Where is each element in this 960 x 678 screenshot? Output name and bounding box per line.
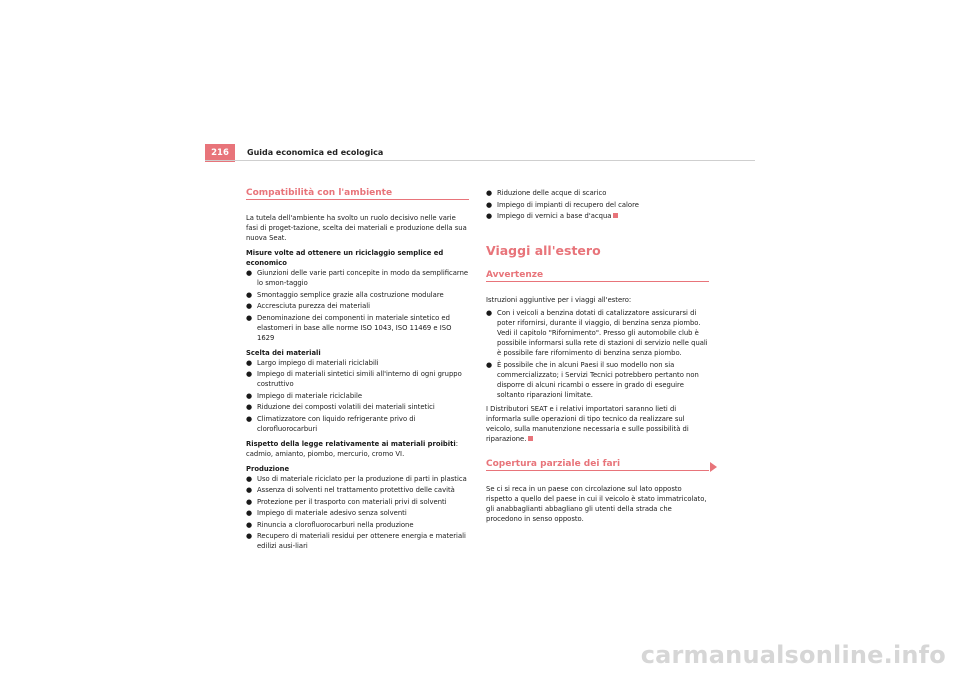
copertura-paragraph: Se ci si reca in un paese con circolazione sul lato opposto rispetto a quello del paese in cui il veicolo è stato immatricolato, gli anabbaglianti abbagliano gli utenti della strada che procedono in senso opposto.	[486, 484, 707, 523]
rispetto-bold: Rispetto della legge relativamente ai materiali proibiti	[246, 439, 456, 448]
watermark: carmanualsonline.info	[640, 641, 946, 669]
list-item: ● Impiego di impianti di recupero del calore	[486, 200, 639, 209]
bullet-icon: ●	[246, 290, 253, 299]
section-end-icon	[613, 213, 618, 218]
chapter-title-viaggi: Viaggi all'estero	[486, 243, 601, 258]
subheading-produzione: Produzione	[246, 464, 290, 473]
bullet-icon: ●	[246, 358, 253, 367]
list-item: ● Rinuncia a clorofluorocarburi nella produzione	[246, 520, 414, 529]
section-end-icon	[528, 436, 533, 441]
bullet-icon: ●	[486, 189, 493, 197]
bullet-icon: ●	[246, 520, 253, 529]
list-produzione	[246, 474, 469, 552]
bullet-icon: ●	[246, 313, 253, 322]
intro-paragraph: La tutela dell'ambiente ha svolto un ruolo decisivo nelle varie fasi di proget-tazione, scelta dei materiali e produzione della sua nuova Seat.	[246, 214, 467, 242]
list-item: ● Impiego di materiali sintetici simili all'interno di ogni gruppo costruttivo	[246, 370, 462, 388]
avvertenze-intro: Istruzioni aggiuntive per i viaggi all'estero:	[486, 296, 632, 304]
bullet-icon: ●	[246, 269, 253, 277]
bullet-icon: ●	[246, 497, 253, 506]
list-item: ● Accresciuta purezza dei materiali	[246, 302, 371, 310]
list-item: ● Riduzione dei composti volatili dei materiali sintetici	[246, 403, 435, 411]
section-title-ambiente: Compatibilità con l'ambiente	[246, 188, 469, 200]
bullet-icon: ●	[246, 474, 253, 483]
list-item: ● Giunzioni delle varie parti concepite in modo da semplificarne lo smon-taggio	[246, 269, 469, 287]
continue-arrow-icon	[710, 462, 717, 472]
list-ambiente-cont	[486, 188, 709, 221]
list-item: ● Recupero di materiali residui per ottenere energia e materiali edilizi ausi-liari	[246, 532, 466, 550]
section-title-avvertenze: Avvertenze	[486, 270, 709, 282]
right-column	[486, 188, 709, 527]
bullet-icon: ●	[246, 370, 253, 378]
bullet-icon: ●	[486, 309, 493, 317]
list-item: ● Impiego di materiale adesivo senza solventi	[246, 509, 407, 517]
list-misure	[246, 268, 469, 343]
bullet-icon: ●	[486, 212, 493, 220]
running-title: Guida economica ed ecologica	[247, 148, 384, 157]
list-item: ● Climatizzatore con liquido refrigerante privo di clorofluorocarburi	[246, 414, 416, 433]
list-item: ● Con i veicoli a benzina dotati di catalizzatore assicurarsi di poter rifornirsi, durante il viaggio, di benzina senza piombo. Vedi il capitolo "Rifornimento". Presso gli automobile club è possibile informarsi sulla rete di stazioni di servizio nelle quali è possibile fare rifornimento di benzina senza piombo.	[486, 309, 708, 357]
bullet-icon: ●	[246, 486, 253, 494]
list-item: ● Uso di materiale riciclato per la produzione di parti in plastica	[246, 474, 467, 483]
avvertenze-closing: I Distributori SEAT e i relativi importatori saranno lieti di informarla sulle operazioni di tipo tecnico da realizzare sul veicolo, sulla manutenzione necessaria e sulle possibilità di riparazione.	[486, 404, 689, 443]
header-rule	[205, 160, 755, 161]
list-item: ● Assenza di solventi nel trattamento protettivo delle cavità	[246, 486, 455, 494]
bullet-icon: ●	[486, 360, 493, 369]
list-item: ● Largo impiego di materiali riciclabili	[246, 358, 379, 367]
bullet-icon: ●	[246, 414, 253, 423]
list-scelta	[246, 358, 469, 434]
list-item: ● È possibile che in alcuni Paesi il suo modello non sia commercializzato; i Servizi Tecnici potrebbero pertanto non disporre di alcuni ricambi o essere in grado di eseguire soltanto riparazioni limitate.	[486, 360, 699, 399]
bullet-icon: ●	[246, 302, 253, 310]
list-item: ● Riduzione delle acque di scarico	[486, 189, 607, 197]
list-item: ● Protezione per il trasporto con materiali privi di solventi	[246, 497, 447, 506]
bullet-icon: ●	[246, 391, 253, 400]
list-avvertenze	[486, 308, 709, 400]
bullet-icon: ●	[246, 403, 253, 411]
list-item: ● Impiego di materiale riciclabile	[246, 391, 363, 400]
bullet-icon: ●	[486, 200, 493, 209]
list-item: ● Smontaggio semplice grazie alla costruzione modulare	[246, 290, 444, 299]
section-title-copertura: Copertura parziale dei fari	[486, 459, 709, 471]
bullet-icon: ●	[246, 509, 253, 517]
rispetto-paragraph	[246, 439, 469, 459]
subheading-misure: Misure volte ad ottenere un riciclaggio semplice ed economico	[246, 249, 444, 267]
rispetto-text: : cadmio, amianto, piombo, mercurio, cromo VI.	[246, 439, 458, 458]
list-item: ● Impiego di vernici a base d'acqua	[486, 211, 709, 221]
subheading-scelta: Scelta dei materiali	[246, 348, 321, 357]
list-item: ● Denominazione dei componenti in materiale sintetico ed elastomeri in base alle norme ISO 1043, ISO 11469 e ISO 1629	[246, 313, 452, 342]
bullet-icon: ●	[246, 532, 253, 540]
page-number: 216	[205, 144, 235, 162]
left-column	[246, 188, 469, 553]
